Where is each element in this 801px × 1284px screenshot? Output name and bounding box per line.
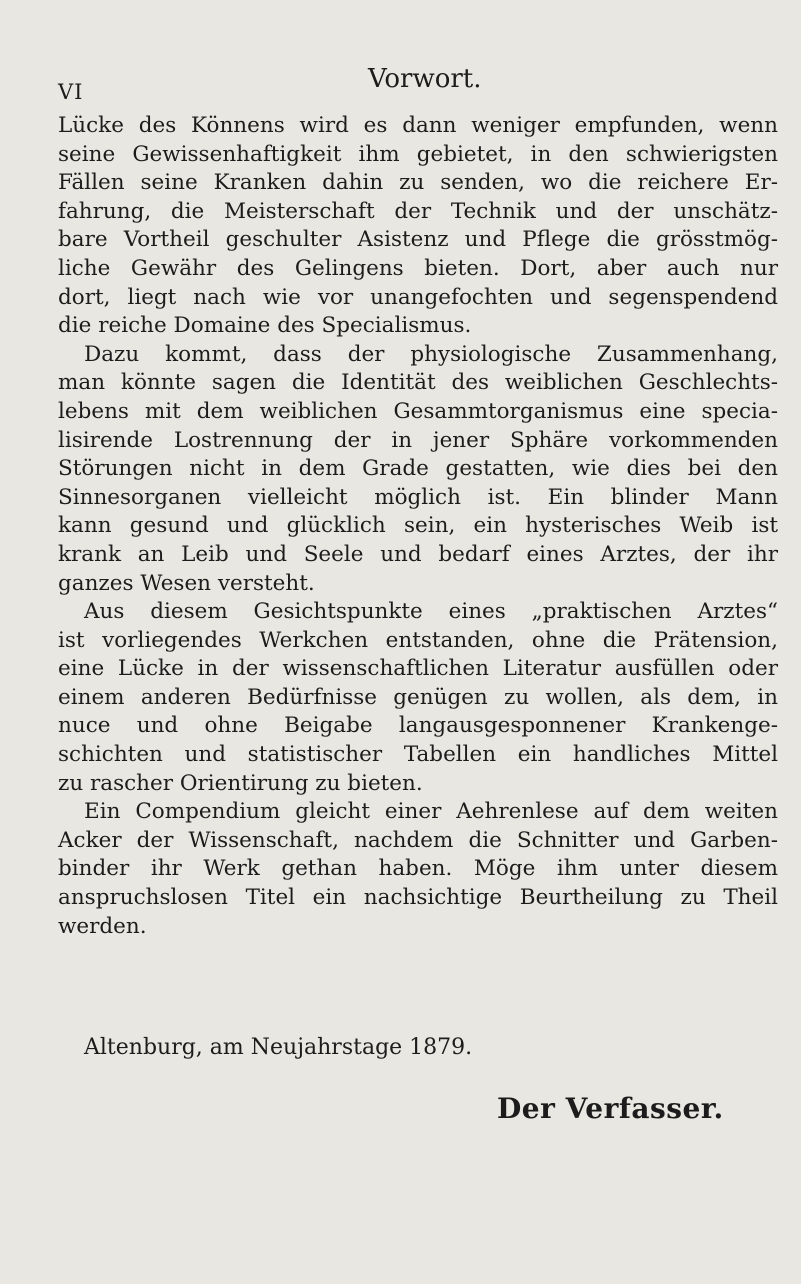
- text-line: binder ihr Werk gethan haben. Möge ihm unter diesem: [58, 856, 778, 882]
- text-line: Sinnesorganen vielleicht möglich ist. Ein blinder Mann: [58, 484, 778, 510]
- text-line: Ein Compendium gleicht einer Aehrenlese auf dem weiten: [84, 799, 778, 825]
- text-line: dort, liegt nach wie vor unangefochten und segenspendend: [58, 284, 778, 310]
- text-line: die reiche Domaine des Specialismus.: [58, 313, 472, 339]
- paragraph-4: [58, 798, 778, 941]
- text-line: man könnte sagen die Identität des weiblichen Geschlechts-: [58, 370, 778, 396]
- text-line: krank an Leib und Seele und bedarf eines Arztes, der ihr: [58, 541, 778, 567]
- text-line: kann gesund und glücklich sein, ein hysterisches Weib ist: [58, 513, 778, 539]
- text-line: Fällen seine Kranken dahin zu senden, wo die reichere Er-: [58, 170, 778, 196]
- text-line: bare Vortheil geschulter Asistenz und Pflege die grösstmög-: [58, 227, 778, 253]
- text-line: anspruchslosen Titel ein nachsichtige Beurtheilung zu Theil: [58, 885, 778, 911]
- text-line: fahrung, die Meisterschaft der Technik und der unschätz-: [58, 198, 778, 224]
- paragraph-3: [58, 598, 778, 798]
- text-line: lebens mit dem weiblichen Gesammtorganismus eine specia-: [58, 398, 778, 424]
- text-line: Aus diesem Gesichtspunkte eines „praktischen Arztes“: [84, 599, 778, 625]
- author-signature: Der Verfasser.: [497, 1092, 724, 1125]
- header-title: Vorwort.: [368, 64, 482, 94]
- paragraph-2: [58, 341, 778, 598]
- text-line: lisirende Lostrennung der in jener Sphäre vorkommenden: [58, 427, 778, 453]
- text-line: werden.: [58, 913, 147, 939]
- text-line: seine Gewissenhaftigkeit ihm gebietet, in den schwierigsten: [58, 141, 778, 167]
- text-line: Acker der Wissenschaft, nachdem die Schnitter und Garben-: [58, 827, 778, 853]
- text-line: ganzes Wesen versteht.: [58, 570, 315, 596]
- text-line: nuce und ohne Beigabe langausgesponnener Krankenge-: [58, 713, 778, 739]
- text-line: ist vorliegendes Werkchen entstanden, ohne die Prätension,: [58, 627, 778, 653]
- place-date-line: Altenburg, am Neujahrstage 1879.: [84, 1035, 473, 1060]
- text-line: eine Lücke in der wissenschaftlichen Literatur ausfüllen oder: [58, 656, 778, 682]
- text-line: schichten und statistischer Tabellen ein handliches Mittel: [58, 742, 778, 768]
- text-line: Dazu kommt, dass der physiologische Zusammenhang,: [84, 341, 778, 367]
- paragraph-1: [58, 112, 778, 341]
- running-head: [0, 64, 801, 104]
- text-line: Lücke des Könnens wird es dann weniger empfunden, wenn: [58, 113, 778, 138]
- text-line: einem anderen Bedürfnisse genügen zu wollen, als dem, in: [58, 684, 778, 710]
- body-text: [58, 112, 778, 941]
- page-number: VI: [58, 80, 84, 104]
- text-line: Störungen nicht in dem Grade gestatten, wie dies bei den: [58, 456, 778, 482]
- text-line: zu rascher Orientirung zu bieten.: [58, 770, 423, 796]
- text-line: liche Gewähr des Gelingens bieten. Dort, aber auch nur: [58, 255, 778, 281]
